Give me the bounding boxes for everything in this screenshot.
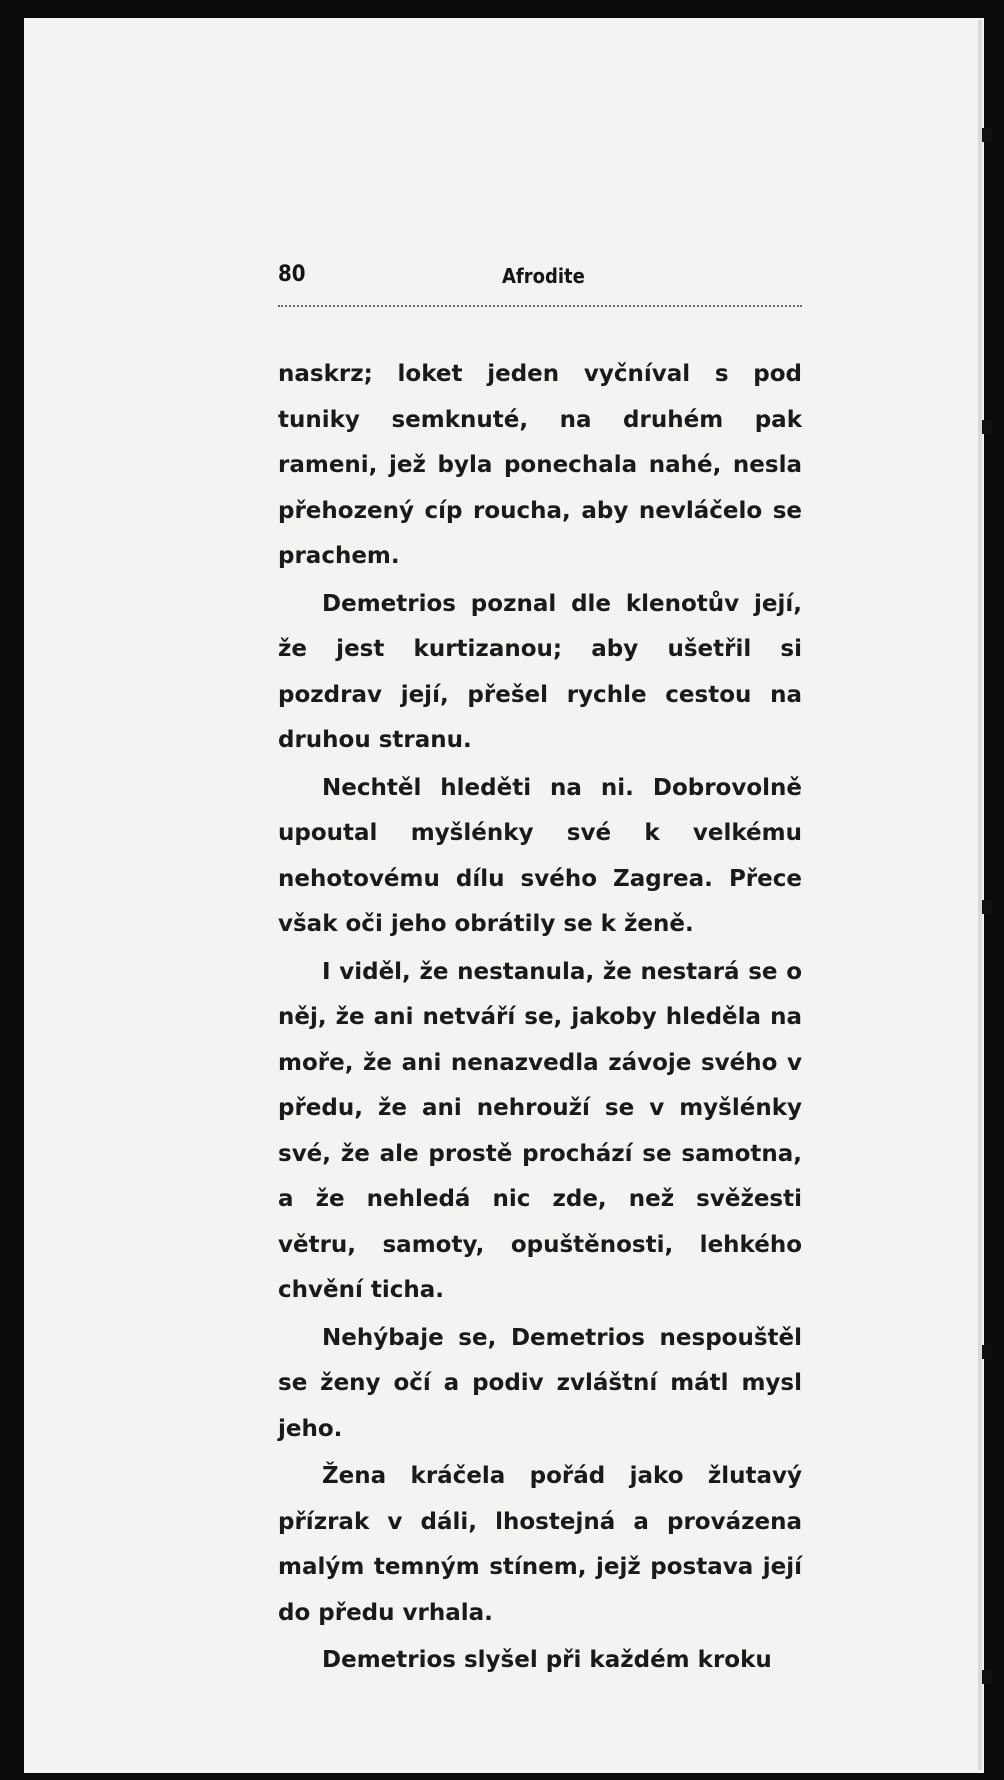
page-header (278, 262, 802, 302)
paragraph: I viděl, že nestanula, že nestará se o něj, že ani netváří se, jakoby hleděla na moře, že ani nenazvedla závoje svého v předu, že ani nehrouží se v myšlénky své, že ale prostě prochází se samotna, a že nehledá nic zde, než svěžesti větru, samoty, opuštěnosti, lehkého chvění ticha. (278, 958, 802, 1303)
binding-mark (982, 1670, 992, 1684)
paragraph: Nechtěl hleděti na ni. Dobrovolně upoutal myšlénky své k velkému nehotovému dílu svého Zagrea. Přece však oči jeho obrátily se k ženě. (278, 774, 802, 937)
binding-mark (982, 1345, 992, 1359)
header-rule (278, 305, 802, 307)
binding-mark (982, 900, 992, 914)
binding-mark (982, 420, 992, 434)
paragraph: Demetrios slyšel při každém kroku (322, 1647, 772, 1673)
paragraph: Demetrios poznal dle klenotův její, že jest kurtizanou; aby ušetřil si pozdrav její, přešel rychle cestou na druhou stranu. (278, 590, 802, 753)
paragraph: Žena kráčela pořád jako žlutavý přízrak v dáli, lhostejná a provázena malým temným stínem, jejž postava její do předu vrhala. (278, 1463, 802, 1626)
body-text (278, 352, 802, 1684)
running-title: Afrodite (502, 264, 585, 288)
paragraph: Nehýbaje se, Demetrios nespouštěl se ženy očí a podiv zvláštní mátl mysl jeho. (278, 1324, 802, 1442)
page-edge (978, 20, 982, 1770)
paragraph: naskrz; loket jeden vyčníval s pod tuniky semknuté, na druhém pak rameni, jež byla ponechala nahé, nesla přehozený cíp roucha, aby nevláčelo se prachem. (278, 361, 802, 569)
binding-mark (982, 128, 992, 142)
page-number: 80 (278, 262, 306, 287)
